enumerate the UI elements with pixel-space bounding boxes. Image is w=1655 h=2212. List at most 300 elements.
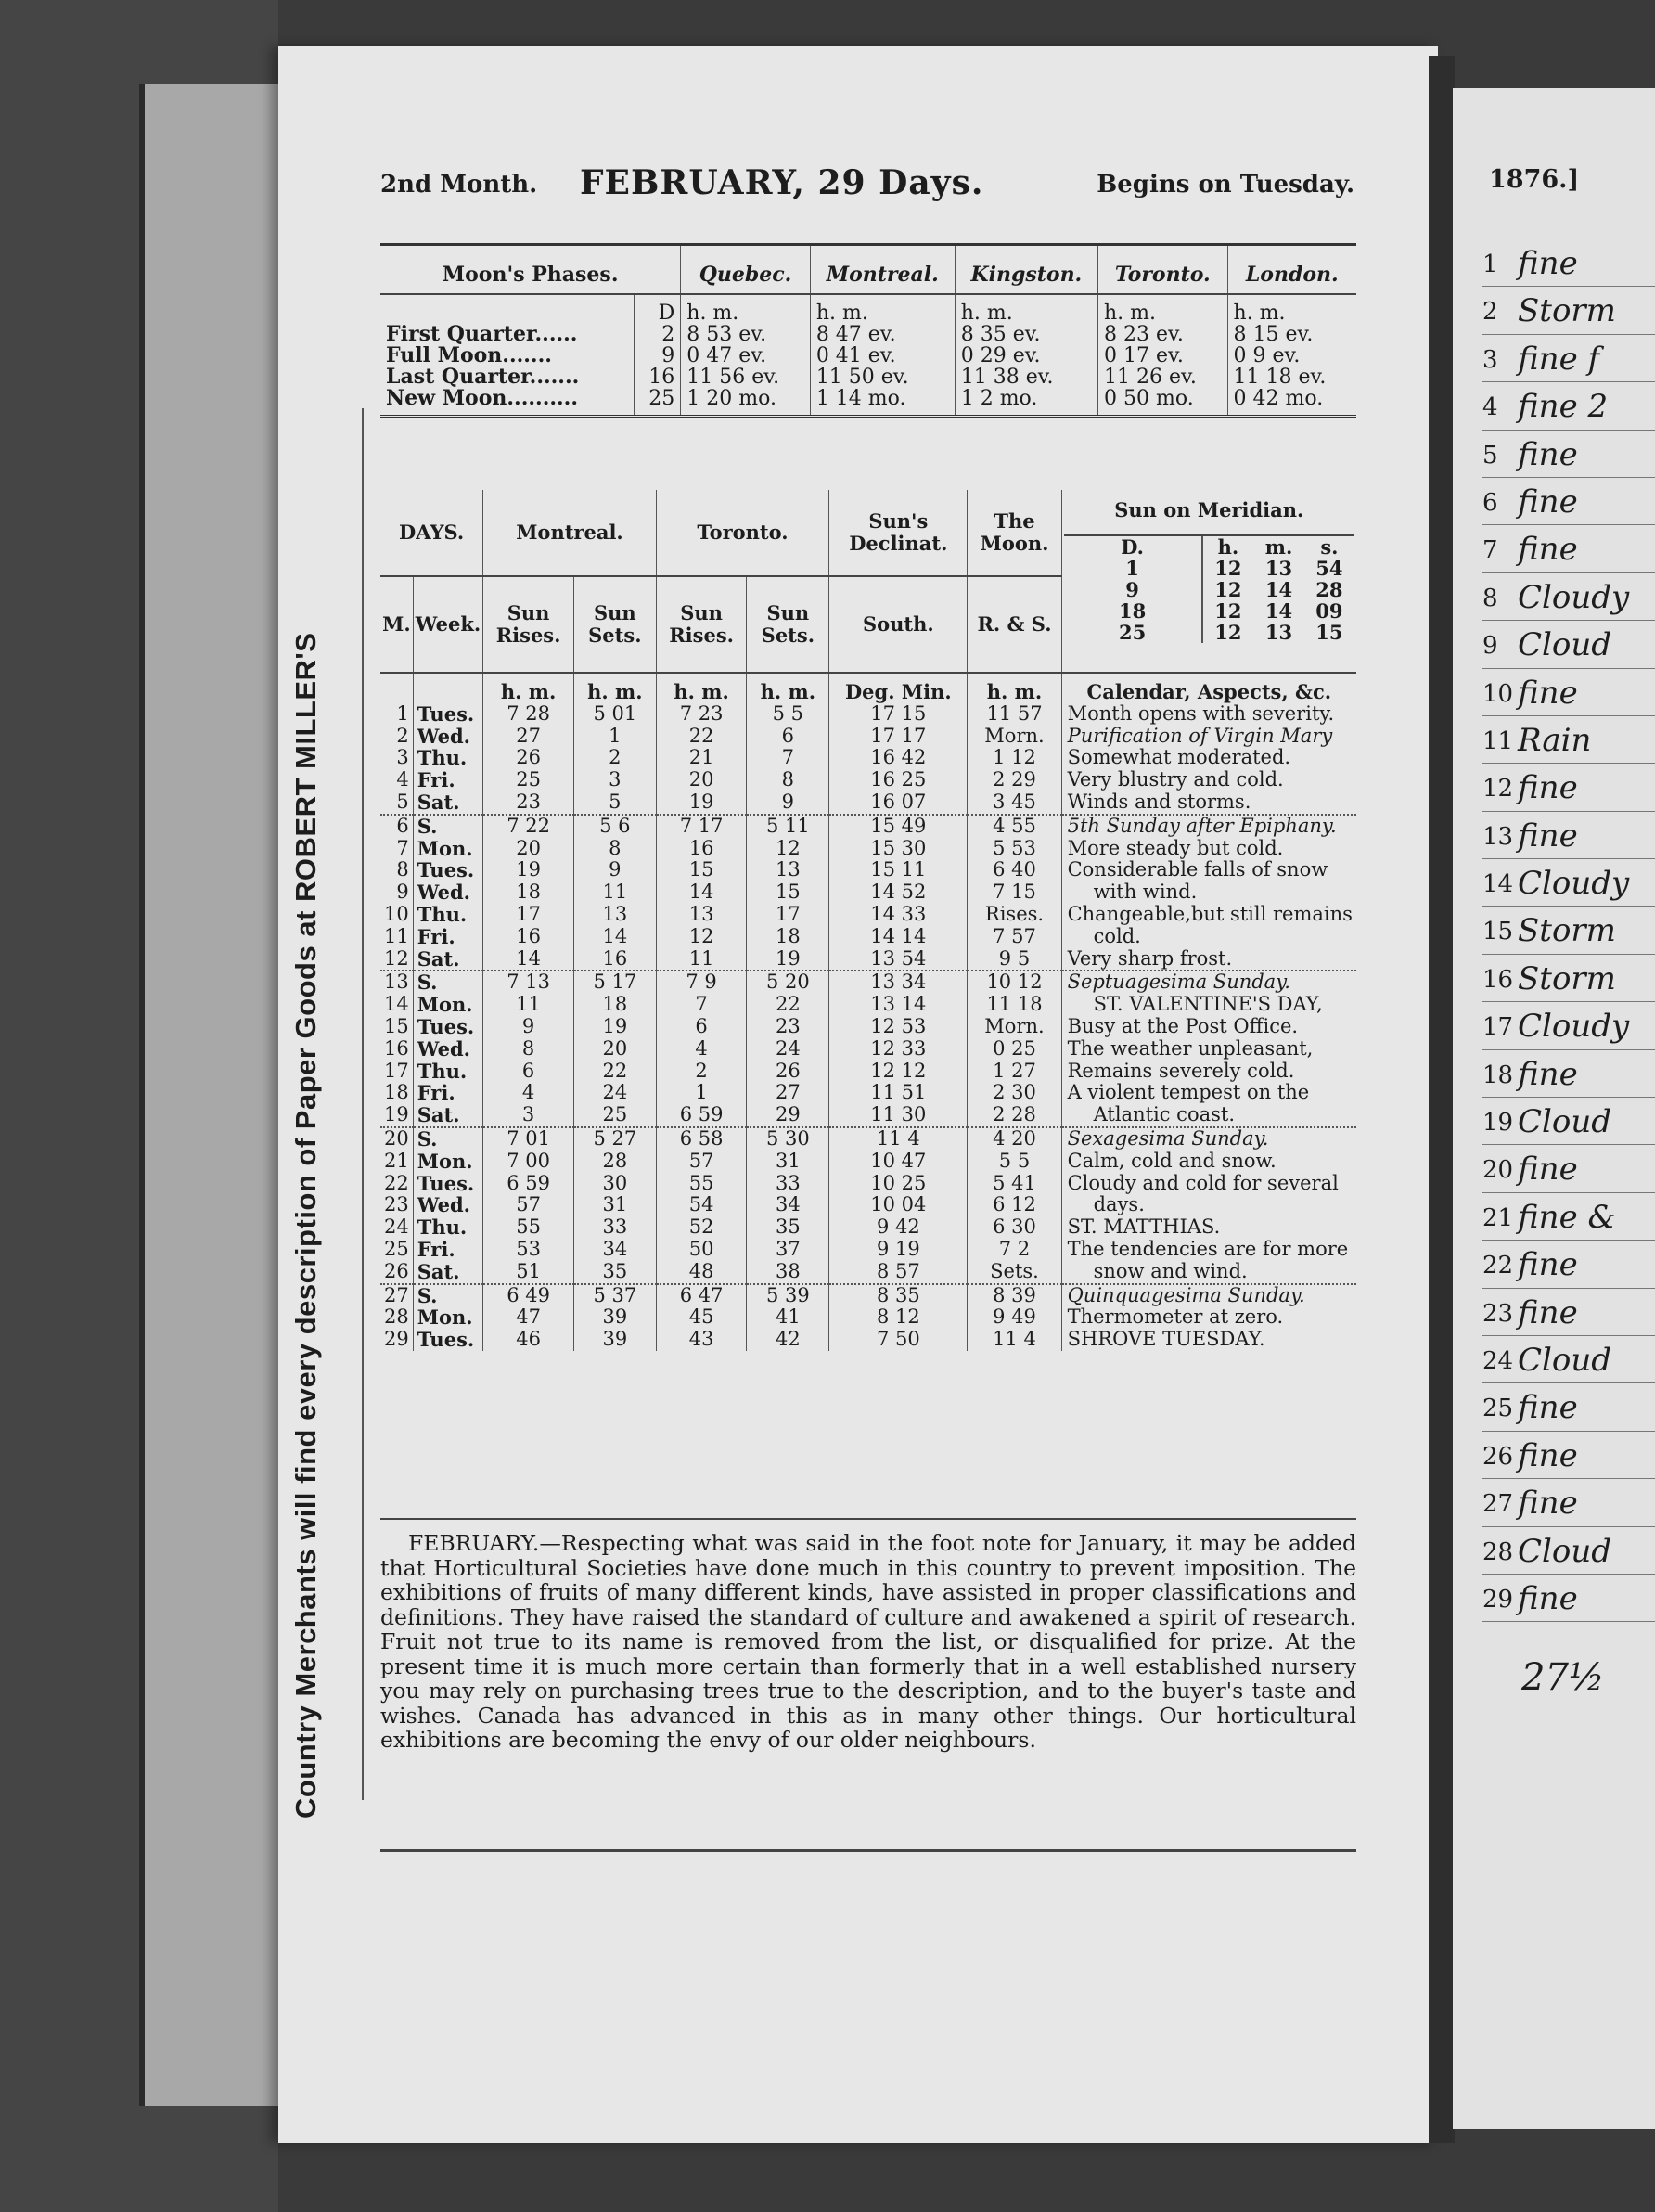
day-row bbox=[380, 703, 1356, 726]
entry-day: 10 bbox=[1482, 679, 1514, 708]
weekday: S. bbox=[413, 1127, 482, 1151]
day-number: 8 bbox=[396, 858, 409, 881]
day-number: 19 bbox=[380, 1104, 413, 1127]
moon-time: 7 57 bbox=[968, 926, 1061, 948]
montreal-rise: 8 bbox=[483, 1038, 574, 1061]
day-number: 9 bbox=[396, 881, 409, 904]
calendar-note: ST. MATTHIAS. bbox=[1061, 1216, 1356, 1239]
phase-time: 11 18 ev. bbox=[1227, 367, 1356, 388]
day-number: 7 bbox=[396, 836, 409, 859]
entry-day: 16 bbox=[1482, 965, 1514, 994]
day-number: 28 bbox=[384, 1305, 409, 1329]
declination: 12 33 bbox=[829, 1038, 968, 1061]
declination-header: Sun's Declinat. bbox=[829, 490, 968, 576]
weather-entry bbox=[1482, 907, 1655, 954]
toronto-set: 8 bbox=[747, 769, 829, 791]
calendar-note: Considerable falls of snow bbox=[1061, 859, 1356, 881]
entry-text: fine bbox=[1518, 1293, 1578, 1331]
toronto-rise: 6 58 bbox=[656, 1127, 747, 1151]
entry-text: Storm bbox=[1518, 292, 1616, 330]
entry-day: 14 bbox=[1482, 870, 1514, 899]
montreal-rise: 6 bbox=[483, 1061, 574, 1083]
toronto-rise: 7 23 bbox=[656, 703, 747, 726]
toronto-set: 6 bbox=[747, 726, 829, 748]
calendar-note: Busy at the Post Office. bbox=[1061, 1016, 1356, 1038]
phases-col-header: Toronto. bbox=[1098, 245, 1228, 295]
toronto-rise: 7 bbox=[656, 994, 747, 1016]
day-row bbox=[380, 1261, 1356, 1284]
toronto-rise: 12 bbox=[656, 926, 747, 948]
page-gutter bbox=[1429, 56, 1455, 2143]
toronto-rise: 21 bbox=[656, 747, 747, 769]
entry-day: 13 bbox=[1482, 822, 1514, 851]
entry-text: fine & bbox=[1518, 1198, 1616, 1236]
calendar-note: Sexagesima Sunday. bbox=[1061, 1127, 1356, 1151]
entry-day: 3 bbox=[1482, 345, 1498, 374]
calendar-note: Changeable,but still remains bbox=[1061, 904, 1356, 926]
entry-day: 19 bbox=[1482, 1109, 1514, 1138]
m-header: M. bbox=[380, 576, 413, 673]
moon-time: 1 12 bbox=[968, 747, 1061, 769]
meridian-s: 09 bbox=[1315, 598, 1343, 623]
toronto-set: 31 bbox=[747, 1151, 829, 1173]
weather-entry bbox=[1482, 478, 1655, 525]
toronto-rise: 19 bbox=[656, 791, 747, 815]
toronto-set: 42 bbox=[747, 1329, 829, 1351]
day-row bbox=[380, 1151, 1356, 1173]
header-month: 2nd Month. bbox=[380, 171, 538, 199]
montreal-set: 28 bbox=[573, 1151, 656, 1173]
moon-time: 10 12 bbox=[968, 971, 1061, 994]
calendar-note: Cloudy and cold for several bbox=[1061, 1173, 1356, 1195]
montreal-rise: 7 00 bbox=[483, 1151, 574, 1173]
declination: 8 57 bbox=[829, 1261, 968, 1284]
weekday: Sat. bbox=[413, 1104, 482, 1127]
montreal-rise: 16 bbox=[483, 926, 574, 948]
days-header: DAYS. bbox=[380, 490, 483, 576]
montreal-set: 5 01 bbox=[573, 703, 656, 726]
montreal-header: Montreal. bbox=[483, 490, 657, 576]
day-row bbox=[380, 994, 1356, 1016]
entry-text: Storm bbox=[1518, 959, 1616, 997]
toronto-set: 29 bbox=[747, 1104, 829, 1127]
toronto-rise: 50 bbox=[656, 1239, 747, 1261]
calendar-note: Calm, cold and snow. bbox=[1061, 1151, 1356, 1173]
weekday: Fri. bbox=[413, 769, 482, 791]
toronto-rise: 45 bbox=[656, 1306, 747, 1329]
weather-entry bbox=[1482, 382, 1655, 430]
weather-entry bbox=[1482, 955, 1655, 1002]
right-page-year: 1876.] bbox=[1489, 165, 1580, 194]
calendar-note: ST. VALENTINE'S DAY, bbox=[1061, 994, 1356, 1016]
entry-day: 11 bbox=[1482, 727, 1514, 755]
declination: 12 12 bbox=[829, 1061, 968, 1083]
day-number: 5 bbox=[380, 791, 413, 815]
day-row bbox=[380, 1306, 1356, 1329]
meridian-unit-m: m. bbox=[1264, 534, 1293, 559]
week-header: Week. bbox=[413, 576, 482, 673]
entry-text: fine bbox=[1518, 1389, 1578, 1427]
toronto-set: 15 bbox=[747, 881, 829, 904]
entry-day: 22 bbox=[1482, 1252, 1514, 1280]
toronto-set: 5 5 bbox=[747, 703, 829, 726]
declination: 14 33 bbox=[829, 904, 968, 926]
day-number: 22 bbox=[384, 1171, 409, 1194]
day-row bbox=[380, 926, 1356, 948]
weekday: Tues. bbox=[413, 1329, 482, 1351]
weekday: Tues. bbox=[413, 859, 482, 881]
montreal-rise: 57 bbox=[483, 1194, 574, 1216]
day-row bbox=[380, 1038, 1356, 1061]
weather-entry bbox=[1482, 525, 1655, 572]
unit-hm: h. m. bbox=[573, 673, 656, 703]
calendar-note: Very blustry and cold. bbox=[1061, 769, 1356, 791]
moon-time: 6 30 bbox=[968, 1216, 1061, 1239]
weather-entry bbox=[1482, 1527, 1655, 1575]
page-bottom-rule bbox=[380, 1849, 1356, 1852]
entry-text: Storm bbox=[1518, 912, 1616, 950]
phase-time: 8 53 ev. bbox=[681, 324, 811, 345]
meridian-h: 12 bbox=[1214, 598, 1242, 623]
toronto-set: 13 bbox=[747, 859, 829, 881]
moon-phases-table bbox=[380, 243, 1356, 418]
meridian-unit-d: D. bbox=[1064, 536, 1202, 558]
phase-name: New Moon.......... bbox=[386, 386, 578, 410]
unit-degmin: Deg. Min. bbox=[829, 673, 968, 703]
montreal-set: 20 bbox=[573, 1038, 656, 1061]
weather-entry bbox=[1482, 287, 1655, 334]
entry-day: 25 bbox=[1482, 1395, 1514, 1423]
meridian-row bbox=[1064, 600, 1354, 622]
entry-text: Cloud bbox=[1518, 626, 1612, 664]
toronto-set: 41 bbox=[747, 1306, 829, 1329]
weather-entry bbox=[1482, 812, 1655, 859]
meridian-row bbox=[1064, 622, 1354, 643]
toronto-set: 5 39 bbox=[747, 1284, 829, 1307]
day-row bbox=[380, 815, 1356, 838]
montreal-set: 34 bbox=[573, 1239, 656, 1261]
unit-moon-hm: h. m. bbox=[968, 673, 1061, 703]
declination: 12 53 bbox=[829, 1016, 968, 1038]
montreal-rise: 4 bbox=[483, 1082, 574, 1104]
weather-entry bbox=[1482, 859, 1655, 907]
day-row bbox=[380, 1173, 1356, 1195]
day-row bbox=[380, 1104, 1356, 1127]
weather-entry bbox=[1482, 1432, 1655, 1479]
weather-entry bbox=[1482, 431, 1655, 478]
weekday: Wed. bbox=[413, 1038, 482, 1061]
moon-time: Morn. bbox=[968, 1016, 1061, 1038]
declination: 13 54 bbox=[829, 948, 968, 971]
weather-entry bbox=[1482, 1050, 1655, 1098]
moon-time: 2 30 bbox=[968, 1082, 1061, 1104]
montreal-set: 16 bbox=[573, 948, 656, 971]
declination: 15 49 bbox=[829, 815, 968, 838]
weekday: Wed. bbox=[413, 726, 482, 748]
rise-set-header: R. & S. bbox=[968, 576, 1061, 673]
entry-text: Cloudy bbox=[1518, 865, 1630, 903]
day-row bbox=[380, 1329, 1356, 1351]
toronto-set: 37 bbox=[747, 1239, 829, 1261]
entry-text: fine bbox=[1518, 817, 1578, 855]
day-row bbox=[380, 1061, 1356, 1083]
day-number: 10 bbox=[384, 902, 409, 925]
toronto-rises-header: Sun Rises. bbox=[656, 576, 747, 673]
calendar-note: cold. bbox=[1061, 926, 1356, 948]
declination: 7 50 bbox=[829, 1329, 968, 1351]
day-number: 26 bbox=[380, 1261, 413, 1284]
montreal-rise: 9 bbox=[483, 1016, 574, 1038]
entry-text: fine bbox=[1518, 1436, 1578, 1474]
declination: 14 52 bbox=[829, 881, 968, 904]
calendar-note: SHROVE TUESDAY. bbox=[1061, 1329, 1356, 1351]
phase-time: 0 9 ev. bbox=[1227, 345, 1356, 367]
toronto-set: 5 20 bbox=[747, 971, 829, 994]
weekday: Mon. bbox=[413, 1151, 482, 1173]
day-row bbox=[380, 838, 1356, 860]
weather-entry bbox=[1482, 1336, 1655, 1383]
montreal-rise: 23 bbox=[483, 791, 574, 815]
meridian-row bbox=[1064, 558, 1354, 579]
toronto-set: 12 bbox=[747, 838, 829, 860]
weather-entry bbox=[1482, 239, 1655, 287]
entry-text: Cloudy bbox=[1518, 1008, 1630, 1046]
calendar-note: Remains severely cold. bbox=[1061, 1061, 1356, 1083]
montreal-rise: 3 bbox=[483, 1104, 574, 1127]
entry-text: fine bbox=[1518, 1579, 1578, 1617]
montreal-rise: 11 bbox=[483, 994, 574, 1016]
weekday: Thu. bbox=[413, 747, 482, 769]
day-number: 21 bbox=[384, 1149, 409, 1172]
montreal-set: 2 bbox=[573, 747, 656, 769]
weekday: Fri. bbox=[413, 1239, 482, 1261]
calendar-note: The weather unpleasant, bbox=[1061, 1038, 1356, 1061]
phases-col-header: Kingston. bbox=[955, 245, 1097, 295]
meridian-day: 25 bbox=[1064, 622, 1202, 643]
meridian-unit-row bbox=[1064, 536, 1354, 558]
montreal-set: 33 bbox=[573, 1216, 656, 1239]
day-row bbox=[380, 726, 1356, 748]
toronto-rise: 55 bbox=[656, 1173, 747, 1195]
declination: 11 4 bbox=[829, 1127, 968, 1151]
calendar-note: More steady but cold. bbox=[1061, 838, 1356, 860]
day-row bbox=[380, 1239, 1356, 1261]
toronto-rise: 15 bbox=[656, 859, 747, 881]
montreal-set: 14 bbox=[573, 926, 656, 948]
phases-col-header: Montreal. bbox=[810, 245, 955, 295]
main-header-row-1 bbox=[380, 490, 1356, 576]
moon-time: 0 25 bbox=[968, 1038, 1061, 1061]
entry-text: fine bbox=[1518, 531, 1578, 569]
toronto-set: 38 bbox=[747, 1261, 829, 1284]
phase-time: 1 20 mo. bbox=[681, 388, 811, 417]
day-number: 2 bbox=[396, 724, 409, 747]
toronto-rise: 22 bbox=[656, 726, 747, 748]
declination: 10 25 bbox=[829, 1173, 968, 1195]
weather-entry bbox=[1482, 1098, 1655, 1145]
declination: 17 17 bbox=[829, 726, 968, 748]
phase-time: 0 42 mo. bbox=[1227, 388, 1356, 417]
declination: 10 04 bbox=[829, 1194, 968, 1216]
moon-time: 4 55 bbox=[968, 815, 1061, 838]
entry-day: 17 bbox=[1482, 1013, 1514, 1042]
phase-time: 0 50 mo. bbox=[1098, 388, 1228, 417]
phase-time: 0 47 ev. bbox=[681, 345, 811, 367]
page-title: FEBRUARY, 29 Days. bbox=[580, 163, 984, 202]
toronto-set: 35 bbox=[747, 1216, 829, 1239]
phase-time: 11 56 ev. bbox=[681, 367, 811, 388]
montreal-set: 5 27 bbox=[573, 1127, 656, 1151]
montreal-set: 24 bbox=[573, 1082, 656, 1104]
meridian-day: 1 bbox=[1064, 558, 1202, 579]
moon-time: 3 45 bbox=[968, 791, 1061, 815]
weekday: Tues. bbox=[413, 1016, 482, 1038]
weekday: Sat. bbox=[413, 948, 482, 971]
entry-day: 4 bbox=[1482, 393, 1498, 422]
entry-text: fine bbox=[1518, 245, 1578, 282]
phase-row bbox=[380, 367, 1356, 388]
toronto-rise: 14 bbox=[656, 881, 747, 904]
entry-day: 7 bbox=[1482, 536, 1498, 565]
toronto-rise: 20 bbox=[656, 769, 747, 791]
phase-name: First Quarter...... bbox=[386, 322, 578, 346]
montreal-rise: 47 bbox=[483, 1306, 574, 1329]
meridian-h: 12 bbox=[1214, 556, 1242, 580]
declination: 16 07 bbox=[829, 791, 968, 815]
meridian-h: 12 bbox=[1214, 577, 1242, 601]
entry-text: fine bbox=[1518, 1485, 1578, 1523]
phase-day: 25 bbox=[634, 388, 681, 417]
toronto-rise: 7 17 bbox=[656, 815, 747, 838]
phase-day: 16 bbox=[634, 367, 681, 388]
montreal-rise: 17 bbox=[483, 904, 574, 926]
montreal-set: 3 bbox=[573, 769, 656, 791]
weather-entry bbox=[1482, 1289, 1655, 1336]
handwritten-total: 27½ bbox=[1521, 1656, 1605, 1699]
montreal-set: 8 bbox=[573, 838, 656, 860]
calendar-note: The tendencies are for more bbox=[1061, 1239, 1356, 1261]
weather-entry bbox=[1482, 1241, 1655, 1288]
montreal-set: 1 bbox=[573, 726, 656, 748]
declination: 11 30 bbox=[829, 1104, 968, 1127]
calendar-table bbox=[380, 490, 1356, 1351]
montreal-rise: 6 59 bbox=[483, 1173, 574, 1195]
weather-log bbox=[1482, 239, 1655, 1622]
weekday: Thu. bbox=[413, 1216, 482, 1239]
toronto-set: 9 bbox=[747, 791, 829, 815]
unit-hm: h. m. bbox=[483, 673, 574, 703]
declination: 9 42 bbox=[829, 1216, 968, 1239]
montreal-set: 30 bbox=[573, 1173, 656, 1195]
day-row bbox=[380, 859, 1356, 881]
montreal-set: 31 bbox=[573, 1194, 656, 1216]
calendar-heading: Calendar, Aspects, &c. bbox=[1061, 673, 1356, 703]
toronto-set: 17 bbox=[747, 904, 829, 926]
phase-time: 0 17 ev. bbox=[1098, 345, 1228, 367]
montreal-rise: 53 bbox=[483, 1239, 574, 1261]
montreal-set: 39 bbox=[573, 1329, 656, 1351]
moon-time: 4 20 bbox=[968, 1127, 1061, 1151]
entry-text: fine f bbox=[1518, 340, 1600, 378]
weekday: Wed. bbox=[413, 1194, 482, 1216]
entry-text: Cloudy bbox=[1518, 578, 1630, 616]
montreal-rise: 55 bbox=[483, 1216, 574, 1239]
phase-time: 1 14 mo. bbox=[810, 388, 955, 417]
moon-time: 11 4 bbox=[968, 1329, 1061, 1351]
unit-hm: h. m. bbox=[1227, 294, 1356, 324]
toronto-rise: 2 bbox=[656, 1061, 747, 1083]
moon-time: 9 49 bbox=[968, 1306, 1061, 1329]
meridian-day: 9 bbox=[1064, 579, 1202, 600]
phases-col-header: Quebec. bbox=[681, 245, 811, 295]
weather-entry bbox=[1482, 573, 1655, 621]
calendar-note: Somewhat moderated. bbox=[1061, 747, 1356, 769]
day-row bbox=[380, 971, 1356, 994]
weather-entry bbox=[1482, 335, 1655, 382]
calendar-note: Septuagesima Sunday. bbox=[1061, 971, 1356, 994]
calendar-note: days. bbox=[1061, 1194, 1356, 1216]
header-begins: Begins on Tuesday. bbox=[1097, 171, 1354, 199]
vertical-rule bbox=[362, 408, 364, 1800]
phases-header-row bbox=[380, 245, 1356, 295]
entry-text: fine bbox=[1518, 1246, 1578, 1284]
meridian-m: 14 bbox=[1264, 598, 1293, 623]
moon-time: 2 29 bbox=[968, 769, 1061, 791]
montreal-rise: 7 28 bbox=[483, 703, 574, 726]
phase-time: 8 23 ev. bbox=[1098, 324, 1228, 345]
day-number: 29 bbox=[384, 1328, 409, 1351]
entry-text: fine 2 bbox=[1518, 388, 1609, 426]
montreal-rise: 7 01 bbox=[483, 1127, 574, 1151]
day-number: 6 bbox=[396, 814, 409, 837]
montreal-set: 18 bbox=[573, 994, 656, 1016]
toronto-rise: 57 bbox=[656, 1151, 747, 1173]
montreal-rise: 18 bbox=[483, 881, 574, 904]
entry-day: 29 bbox=[1482, 1585, 1514, 1614]
phase-row bbox=[380, 345, 1356, 367]
day-number: 18 bbox=[384, 1081, 409, 1104]
montreal-rise: 25 bbox=[483, 769, 574, 791]
toronto-set: 26 bbox=[747, 1061, 829, 1083]
montreal-rise: 14 bbox=[483, 948, 574, 971]
weekday: Fri. bbox=[413, 926, 482, 948]
weekday: Fri. bbox=[413, 1082, 482, 1104]
phase-time: 0 41 ev. bbox=[810, 345, 955, 367]
weather-entry bbox=[1482, 1193, 1655, 1241]
toronto-rise: 48 bbox=[656, 1261, 747, 1284]
page-header bbox=[380, 163, 1354, 206]
montreal-set: 5 17 bbox=[573, 971, 656, 994]
phase-time: 8 35 ev. bbox=[955, 324, 1097, 345]
toronto-rise: 1 bbox=[656, 1082, 747, 1104]
montreal-sets-header: Sun Sets. bbox=[573, 576, 656, 673]
day-row bbox=[380, 747, 1356, 769]
declination: 11 51 bbox=[829, 1082, 968, 1104]
day-row bbox=[380, 1216, 1356, 1239]
day-number: 3 bbox=[396, 746, 409, 769]
weather-entry bbox=[1482, 764, 1655, 811]
calendar-note: Quinquagesima Sunday. bbox=[1061, 1284, 1356, 1307]
calendar-note: Thermometer at zero. bbox=[1061, 1306, 1356, 1329]
weather-entry bbox=[1482, 621, 1655, 668]
unit-d: D bbox=[634, 294, 681, 324]
weekday: Mon. bbox=[413, 1306, 482, 1329]
entry-text: Cloud bbox=[1518, 1532, 1612, 1570]
declination: 13 34 bbox=[829, 971, 968, 994]
entry-text: fine bbox=[1518, 1055, 1578, 1093]
moon-time: 7 15 bbox=[968, 881, 1061, 904]
toronto-set: 27 bbox=[747, 1082, 829, 1104]
